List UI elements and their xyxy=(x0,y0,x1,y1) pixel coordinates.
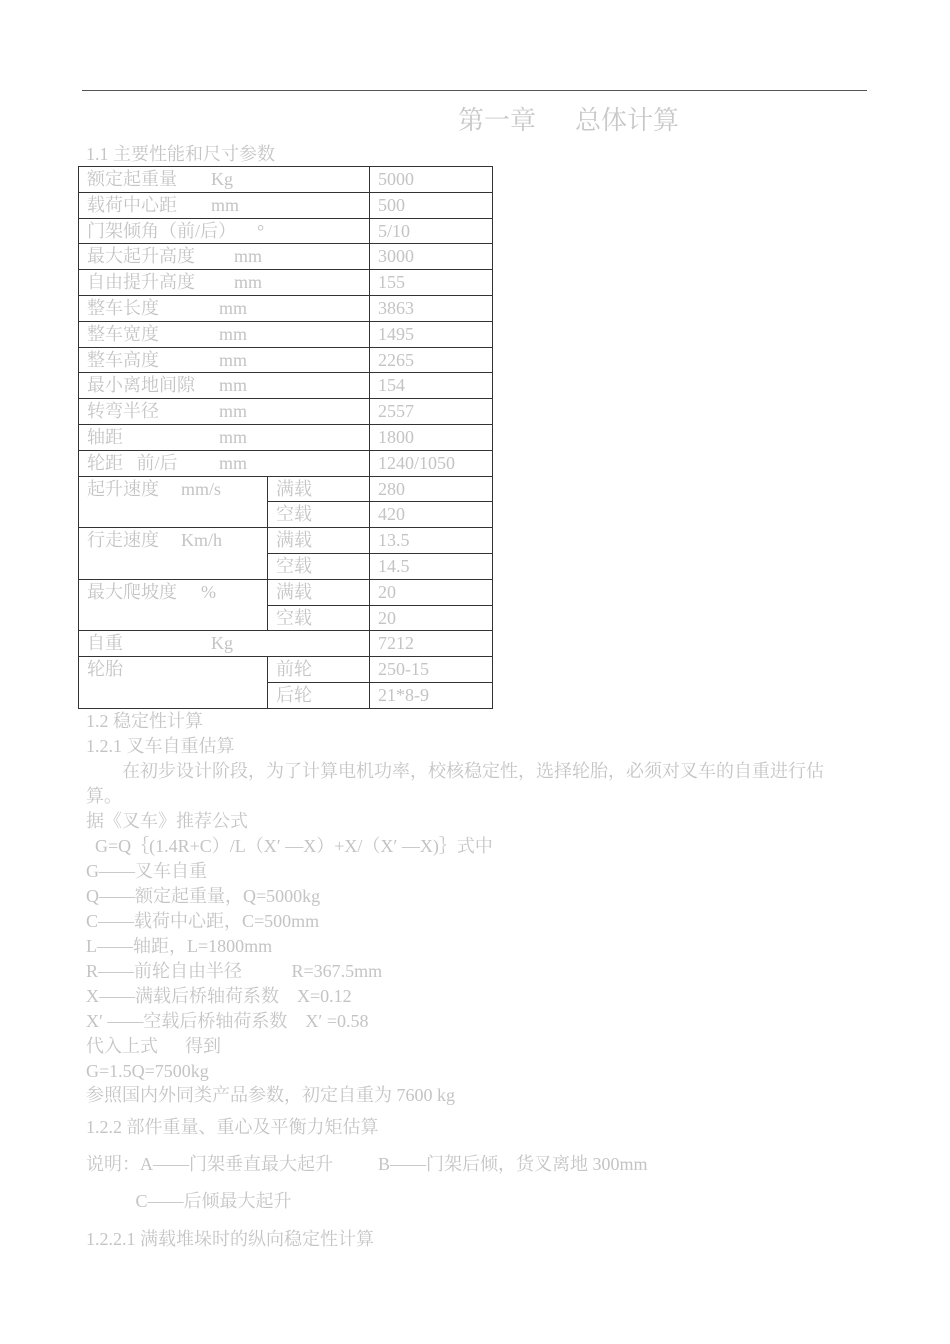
text-line: 1.2.2.1 满载堆垛时的纵向稳定性计算 xyxy=(86,1229,374,1249)
param-label-cell xyxy=(79,424,370,450)
text-line: 据《叉车》推荐公式 xyxy=(86,811,248,831)
text-line: R——前轮自由半径 R=367.5mm xyxy=(86,961,383,981)
text-line: 1.2 稳定性计算 xyxy=(86,711,203,731)
param-unit: mm xyxy=(219,375,248,396)
table-row xyxy=(79,347,493,373)
param-label: 轮距 前/后 xyxy=(87,452,178,473)
param-unit: % xyxy=(201,581,216,602)
param-value: 155 xyxy=(370,270,493,296)
param-condition: 满载 xyxy=(268,476,370,502)
param-unit: mm xyxy=(219,297,248,318)
param-value: 5/10 xyxy=(370,218,493,244)
param-value: 280 xyxy=(370,476,493,502)
param-condition: 空载 xyxy=(268,553,370,579)
param-label: 门架倾角（前/后） xyxy=(87,220,237,241)
param-label-cell xyxy=(79,399,370,425)
text-line: Q——额定起重量，Q=5000kg xyxy=(86,886,321,906)
param-unit: Kg xyxy=(211,169,233,189)
table-row xyxy=(79,270,493,296)
param-label: 起升速度 xyxy=(87,478,159,499)
table-row xyxy=(79,450,493,476)
text-line: C——载荷中心距，C=500mm xyxy=(86,911,320,931)
parameter-table xyxy=(78,166,493,709)
param-value: 2557 xyxy=(370,399,493,425)
param-condition: 空载 xyxy=(268,605,370,631)
param-unit: mm xyxy=(234,246,263,267)
text-line: L——轴距，L=1800mm xyxy=(86,936,273,956)
param-label-cell xyxy=(79,218,370,244)
param-value: 3000 xyxy=(370,244,493,270)
param-label-cell xyxy=(79,476,268,528)
param-value: 7212 xyxy=(370,631,493,657)
param-value: 500 xyxy=(370,192,493,218)
text-line: G——叉车自重 xyxy=(86,861,207,881)
param-value: 20 xyxy=(370,579,493,605)
param-label: 整车高度 xyxy=(87,349,159,370)
param-label-cell xyxy=(79,270,370,296)
param-label-cell xyxy=(79,528,268,580)
chapter-title: 第一章 总体计算 xyxy=(458,106,680,135)
param-unit: mm/s xyxy=(181,478,222,499)
table-row xyxy=(79,167,493,193)
table-row xyxy=(79,373,493,399)
param-condition: 空载 xyxy=(268,502,370,528)
param-unit: mm xyxy=(219,426,248,447)
text-line: 代入上式 得到 xyxy=(86,1036,221,1056)
param-value: 3863 xyxy=(370,295,493,321)
param-label: 整车宽度 xyxy=(87,323,159,344)
param-value: 5000 xyxy=(370,167,493,193)
text-line: X′ ——空载后桥轴荷系数 X′ =0.58 xyxy=(86,1011,369,1031)
text-line: 1.2.2 部件重量、重心及平衡力矩估算 xyxy=(86,1117,379,1137)
param-label: 行走速度 xyxy=(87,530,159,551)
param-label-cell xyxy=(79,579,268,631)
param-condition: 前轮 xyxy=(268,657,370,683)
param-label-cell xyxy=(79,192,370,218)
param-label-cell xyxy=(79,321,370,347)
param-unit: mm xyxy=(219,349,248,370)
param-label-cell xyxy=(79,167,370,193)
param-label-cell xyxy=(79,295,370,321)
param-value: 420 xyxy=(370,502,493,528)
param-label-cell: 轮胎 xyxy=(79,657,268,709)
param-value: 21*8-9 xyxy=(370,682,493,708)
param-value: 250-15 xyxy=(370,657,493,683)
text-line: C——后倾最大起升 xyxy=(86,1191,292,1211)
param-unit: mm xyxy=(234,272,263,293)
param-unit: Kg xyxy=(211,633,233,654)
text-line: 1.2.1 叉车自重估算 xyxy=(86,736,235,756)
text-line: 参照国内外同类产品参数，初定自重为 7600 kg xyxy=(86,1085,455,1105)
table-row xyxy=(79,579,493,605)
param-label-cell xyxy=(79,244,370,270)
table-row xyxy=(79,528,493,554)
param-value: 1240/1050 xyxy=(370,450,493,476)
param-value: 2265 xyxy=(370,347,493,373)
table-row xyxy=(79,424,493,450)
param-unit: mm xyxy=(219,452,248,473)
param-label-cell xyxy=(79,347,370,373)
header-rule xyxy=(82,90,867,91)
table-row xyxy=(79,244,493,270)
text-line: G=Q｛(1.4R+C）/L（X′ —X）+X/（X′ —X)｝式中 xyxy=(86,836,493,856)
section-heading: 1.1 主要性能和尺寸参数 xyxy=(86,144,275,164)
text-line: 说明：A——门架垂直最大起升 B——门架后倾，货叉离地 300mm xyxy=(86,1154,648,1174)
param-label: 最大起升高度 xyxy=(87,246,195,267)
table-row xyxy=(79,321,493,347)
param-label: 自由提升高度 xyxy=(87,272,195,293)
param-value: 154 xyxy=(370,373,493,399)
param-label: 载荷中心距 xyxy=(87,194,177,215)
table-row xyxy=(79,631,493,657)
text-line: X——满载后桥轴荷系数 X=0.12 xyxy=(86,986,352,1006)
text-line: 算。 xyxy=(86,786,122,806)
param-label: 轴距 xyxy=(87,426,123,447)
param-label: 额定起重量 xyxy=(87,169,177,189)
param-label-cell xyxy=(79,631,370,657)
param-unit: Km/h xyxy=(181,530,223,551)
table-row xyxy=(79,295,493,321)
text-line: G=1.5Q=7500kg xyxy=(86,1061,209,1081)
table-row xyxy=(79,476,493,502)
param-condition: 后轮 xyxy=(268,682,370,708)
table-row xyxy=(79,192,493,218)
table-row xyxy=(79,218,493,244)
param-condition: 满载 xyxy=(268,579,370,605)
param-label-cell xyxy=(79,450,370,476)
param-label: 最大爬坡度 xyxy=(87,581,177,602)
param-label: 整车长度 xyxy=(87,297,159,318)
param-value: 14.5 xyxy=(370,553,493,579)
param-value: 1800 xyxy=(370,424,493,450)
param-label: 自重 xyxy=(87,633,123,654)
table-row xyxy=(79,657,493,683)
param-value: 1495 xyxy=(370,321,493,347)
param-unit: mm xyxy=(219,401,248,422)
param-unit: mm xyxy=(211,194,240,215)
table-row xyxy=(79,399,493,425)
param-unit: mm xyxy=(219,323,248,344)
param-label: 转弯半径 xyxy=(87,401,159,422)
param-label: 最小离地间隙 xyxy=(87,375,195,396)
param-label-cell xyxy=(79,373,370,399)
param-condition: 满载 xyxy=(268,528,370,554)
param-value: 13.5 xyxy=(370,528,493,554)
param-unit: ° xyxy=(257,220,265,241)
text-line: 在初步设计阶段，为了计算电机功率，校核稳定性，选择轮胎，必须对叉车的自重进行估 xyxy=(86,761,824,781)
param-value: 20 xyxy=(370,605,493,631)
